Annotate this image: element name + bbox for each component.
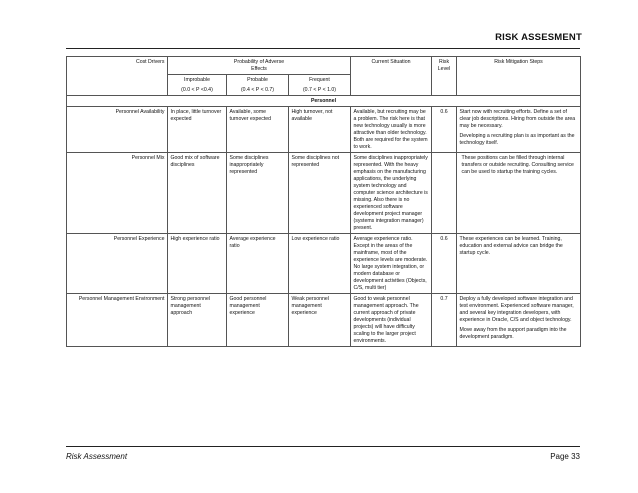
header-current-situation: Current Situation: [351, 57, 432, 96]
mitigation-paragraph: Move away from the support paradigm into the development paradigm.: [459, 326, 567, 340]
footer-document-title: Risk Assessment: [66, 452, 128, 461]
cost-driver-cell: Personnel Management Environment: [67, 294, 168, 347]
current-situation-cell: Good to weak personnel management approach. The current approach of private developments (individual projects) will have difficulty scaling to the larger project environments.: [351, 294, 432, 347]
header-probable-label: Probable: [247, 76, 268, 83]
frequent-cell: Some disciplines not represented: [289, 153, 351, 234]
header-probable: [227, 75, 289, 96]
header-improbable: [168, 75, 227, 96]
table-header-row-top: [67, 57, 581, 75]
risk-level-cell: 0.7: [432, 294, 457, 347]
risk-assessment-table: [66, 56, 581, 347]
header-cost-drivers: Cost Drivers: [67, 57, 168, 96]
header-frequent-label: Frequent: [309, 76, 330, 83]
table-row: [67, 153, 581, 234]
cost-driver-cell: Personnel Mix: [67, 153, 168, 234]
header-mitigation-steps: Risk Mitigation Steps: [457, 57, 581, 96]
mitigation-cell: [457, 234, 581, 294]
document-header-title: RISK ASSESMENT: [495, 32, 582, 43]
risk-level-cell: 0.6: [432, 234, 457, 294]
header-risk-level: Risk Level: [432, 57, 457, 96]
mitigation-cell: [457, 294, 581, 347]
risk-level-cell: 0.6: [432, 107, 457, 153]
mitigation-paragraph: Start now with recruiting efforts. Define a set of clear job descriptions. Hiring from outside the area may be necessary.: [459, 108, 576, 129]
risk-level-cell: [432, 153, 457, 234]
current-situation-cell: Some disciplines inappropriately represented. With the heavy emphasis on the manufacturing applications, the underlying system technology and computer science architecture is missing. Also there is no experienced software development project manager (systems integration manager) present.: [351, 153, 432, 234]
current-situation-cell: Average experience ratio. Except in the areas of the mainframe, most of the experience levels are moderate. No large system integration, or modern database or development activities (Objects, C/S, multi tier): [351, 234, 432, 294]
cost-driver-cell: Personnel Availability: [67, 107, 168, 153]
probable-cell: Good personnel management experience: [227, 294, 289, 347]
header-probability: Probability of Adverse Effects: [168, 57, 351, 75]
page-number: Page 33: [550, 452, 580, 461]
mitigation-cell: [457, 153, 581, 234]
table-row: [67, 294, 581, 347]
header-improbable-range: (0.0 < P <0.4): [181, 86, 213, 93]
probable-cell: Average experience ratio: [227, 234, 289, 294]
cost-driver-cell: Personnel Experience: [67, 234, 168, 294]
header-improbable-label: Improbable: [184, 76, 210, 83]
mitigation-paragraph: Developing a recruiting plan is as important as the technology itself.: [459, 132, 575, 146]
current-situation-cell: Available, but recruiting may be a problem. The risk here is that new technology usually is more attractive than older technology. Both are required for the system to work.: [351, 107, 432, 153]
frequent-cell: Weak personnel management experience: [289, 294, 351, 347]
table-row: [67, 107, 581, 153]
frequent-cell: Low experience ratio: [289, 234, 351, 294]
mitigation-paragraph: Deploy a fully developed software integration and test environment. Experienced software manager, and several key integration developers, with experience in Oracle, C/S and object technology.: [459, 295, 574, 323]
section-row: [67, 96, 581, 107]
header-probable-range: (0.4 < P < 0.7): [240, 86, 275, 93]
improbable-cell: Good mix of software disciplines: [168, 153, 227, 234]
improbable-cell: Strong personnel management approach: [168, 294, 227, 347]
improbable-cell: In place, little turnover expected: [168, 107, 227, 153]
probable-cell: Available, some turnover expected: [227, 107, 289, 153]
improbable-cell: High experience ratio: [168, 234, 227, 294]
mitigation-cell: [457, 107, 581, 153]
probable-cell: Some disciplines inappropriately represented: [227, 153, 289, 234]
mitigation-paragraph: These positions can be filled through internal transfers or outside recruiting. Consulting service can be used to startup the training cycles.: [461, 154, 574, 175]
header-rule: [66, 48, 580, 49]
header-frequent-range: (0.7 < P < 1.0): [302, 86, 337, 93]
footer-rule: [66, 446, 580, 447]
table-row: [67, 234, 581, 294]
mitigation-paragraph: These experiences can be learned. Training, education and external advice can bridge the startup cycle.: [459, 235, 563, 256]
header-frequent: [289, 75, 351, 96]
frequent-cell: High turnover, not available: [289, 107, 351, 153]
section-personnel: Personnel: [67, 96, 581, 107]
